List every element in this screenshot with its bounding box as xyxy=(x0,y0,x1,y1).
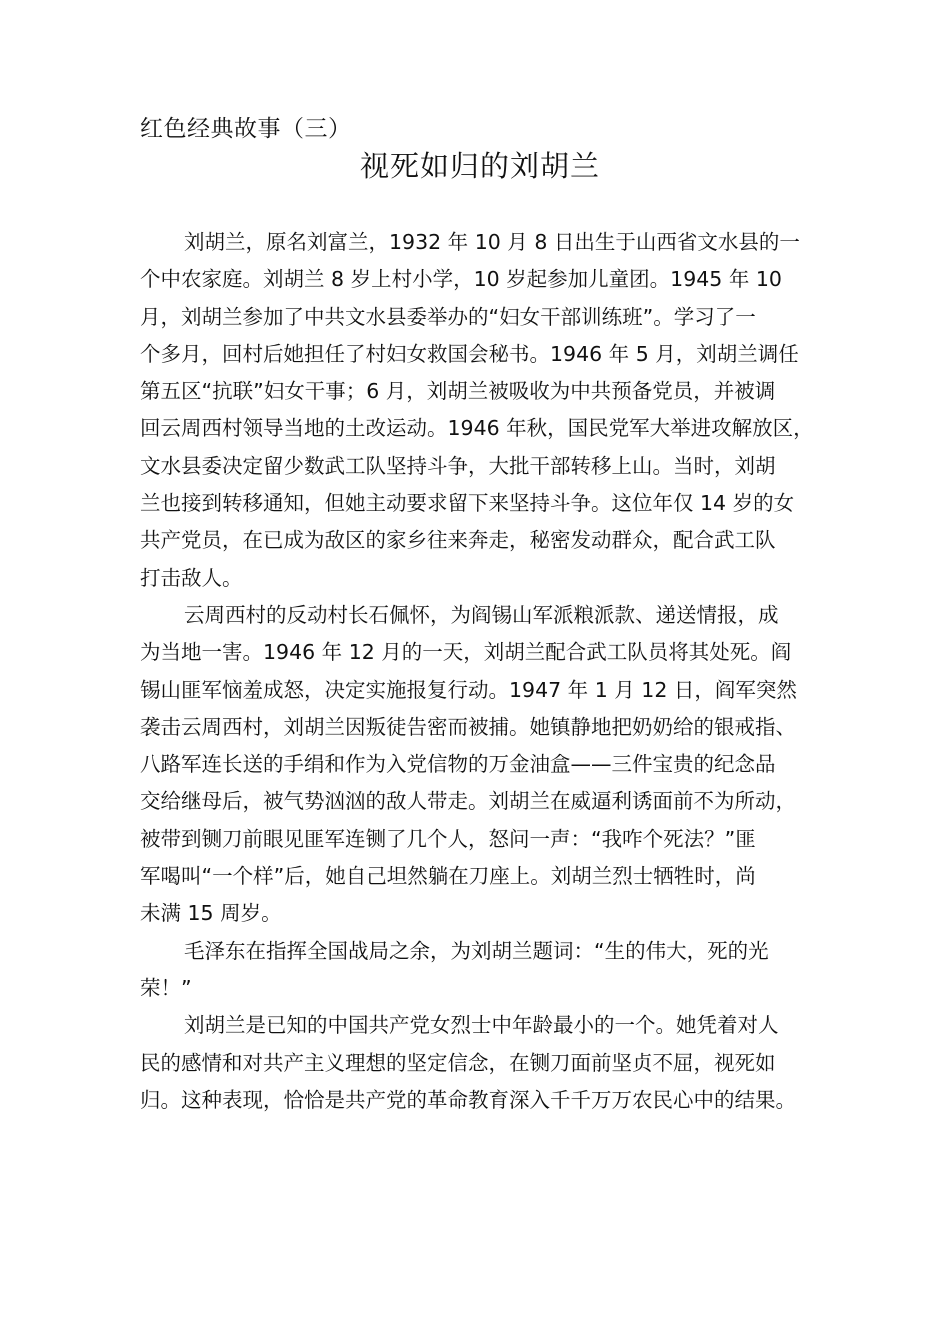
paragraph-line: 云周西村的反动村长石佩怀，为阎锡山军派粮派款、递送情报，成 xyxy=(184,602,779,627)
paragraph-line: 毛泽东在指挥全国战局之余，为刘胡兰题词：“生的伟大，死的光 xyxy=(184,938,769,963)
paragraph-line: 荣！” xyxy=(140,975,192,1000)
paragraph-line: 刘胡兰，原名刘富兰，1932 年 10 月 8 日出生于山西省文水县的一 xyxy=(184,230,800,254)
paragraph-line: 兰也接到转移通知，但她主动要求留下来坚持斗争。这位年仅 14 岁的女 xyxy=(140,491,795,516)
paragraph-line: 月，刘胡兰参加了中共文水县委举办的“妇女干部训练班”。学习了一 xyxy=(140,304,756,329)
page-title: 视死如归的刘胡兰 xyxy=(359,149,600,183)
paragraph-line: 共产党员，在已成为敌区的家乡往来奔走，秘密发动群众，配合武工队 xyxy=(140,528,776,553)
paragraph-line: 第五区“抗联”妇女干事；6 月，刘胡兰被吸收为中共预备党员，并被调 xyxy=(140,379,776,404)
paragraph-line: 个多月，回村后她担任了村妇女救国会秘书。1946 年 5 月，刘胡兰调任 xyxy=(140,341,799,366)
paragraph-line: 军喝叫“一个样”后，她自己坦然躺在刀座上。刘胡兰烈士牺牲时，尚 xyxy=(140,864,756,889)
paragraph-1 xyxy=(140,224,840,597)
paragraph-line: 打击敌人。 xyxy=(140,565,243,590)
paragraph-line: 刘胡兰是已知的中国共产党女烈士中年龄最小的一个。她凭着对人 xyxy=(184,1013,779,1038)
paragraph-line: 个中农家庭。刘胡兰 8 岁上村小学，10 岁起参加儿童团。1945 年 10 xyxy=(140,267,782,292)
paragraph-line: 为当地一害。1946 年 12 月的一天，刘胡兰配合武工队员将其处死。阎 xyxy=(140,640,792,665)
paragraph-line: 八路军连长送的手绢和作为入党信物的万金油盒——三件宝贵的纪念品 xyxy=(140,752,776,777)
paragraph-line: 民的感情和对共产主义理想的坚定信念，在铡刀面前坚贞不屈，视死如 xyxy=(140,1050,776,1075)
paragraph-line: 回云周西村领导当地的土改运动。1946 年秋，国民党军大举进攻解放区， xyxy=(140,416,814,441)
paragraph-line: 被带到铡刀前眼见匪军连铡了几个人，怒问一声：“我咋个死法？”匪 xyxy=(140,826,756,851)
article-body xyxy=(140,224,840,1119)
paragraph-line: 锡山匪军恼羞成怒，决定实施报复行动。1947 年 1 月 12 日，阎军突然 xyxy=(140,677,797,702)
paragraph-line: 文水县委决定留少数武工队坚持斗争，大批干部转移上山。当时，刘胡 xyxy=(140,453,776,478)
paragraph-line: 袭击云周西村，刘胡兰因叛徒告密而被捕。她镇静地把奶奶给的银戒指、 xyxy=(140,714,796,739)
paragraph-4 xyxy=(140,1007,840,1119)
paragraph-line: 交给继母后，被气势汹汹的敌人带走。刘胡兰在威逼利诱面前不为所动， xyxy=(140,789,796,814)
paragraph-line: 未满 15 周岁。 xyxy=(140,901,282,926)
paragraph-3 xyxy=(140,933,840,1008)
paragraph-2 xyxy=(140,597,840,933)
paragraph-line: 归。这种表现，恰恰是共产党的革命教育深入千千万万农民心中的结果。 xyxy=(140,1087,796,1112)
series-title: 红色经典故事（三） xyxy=(140,116,352,142)
